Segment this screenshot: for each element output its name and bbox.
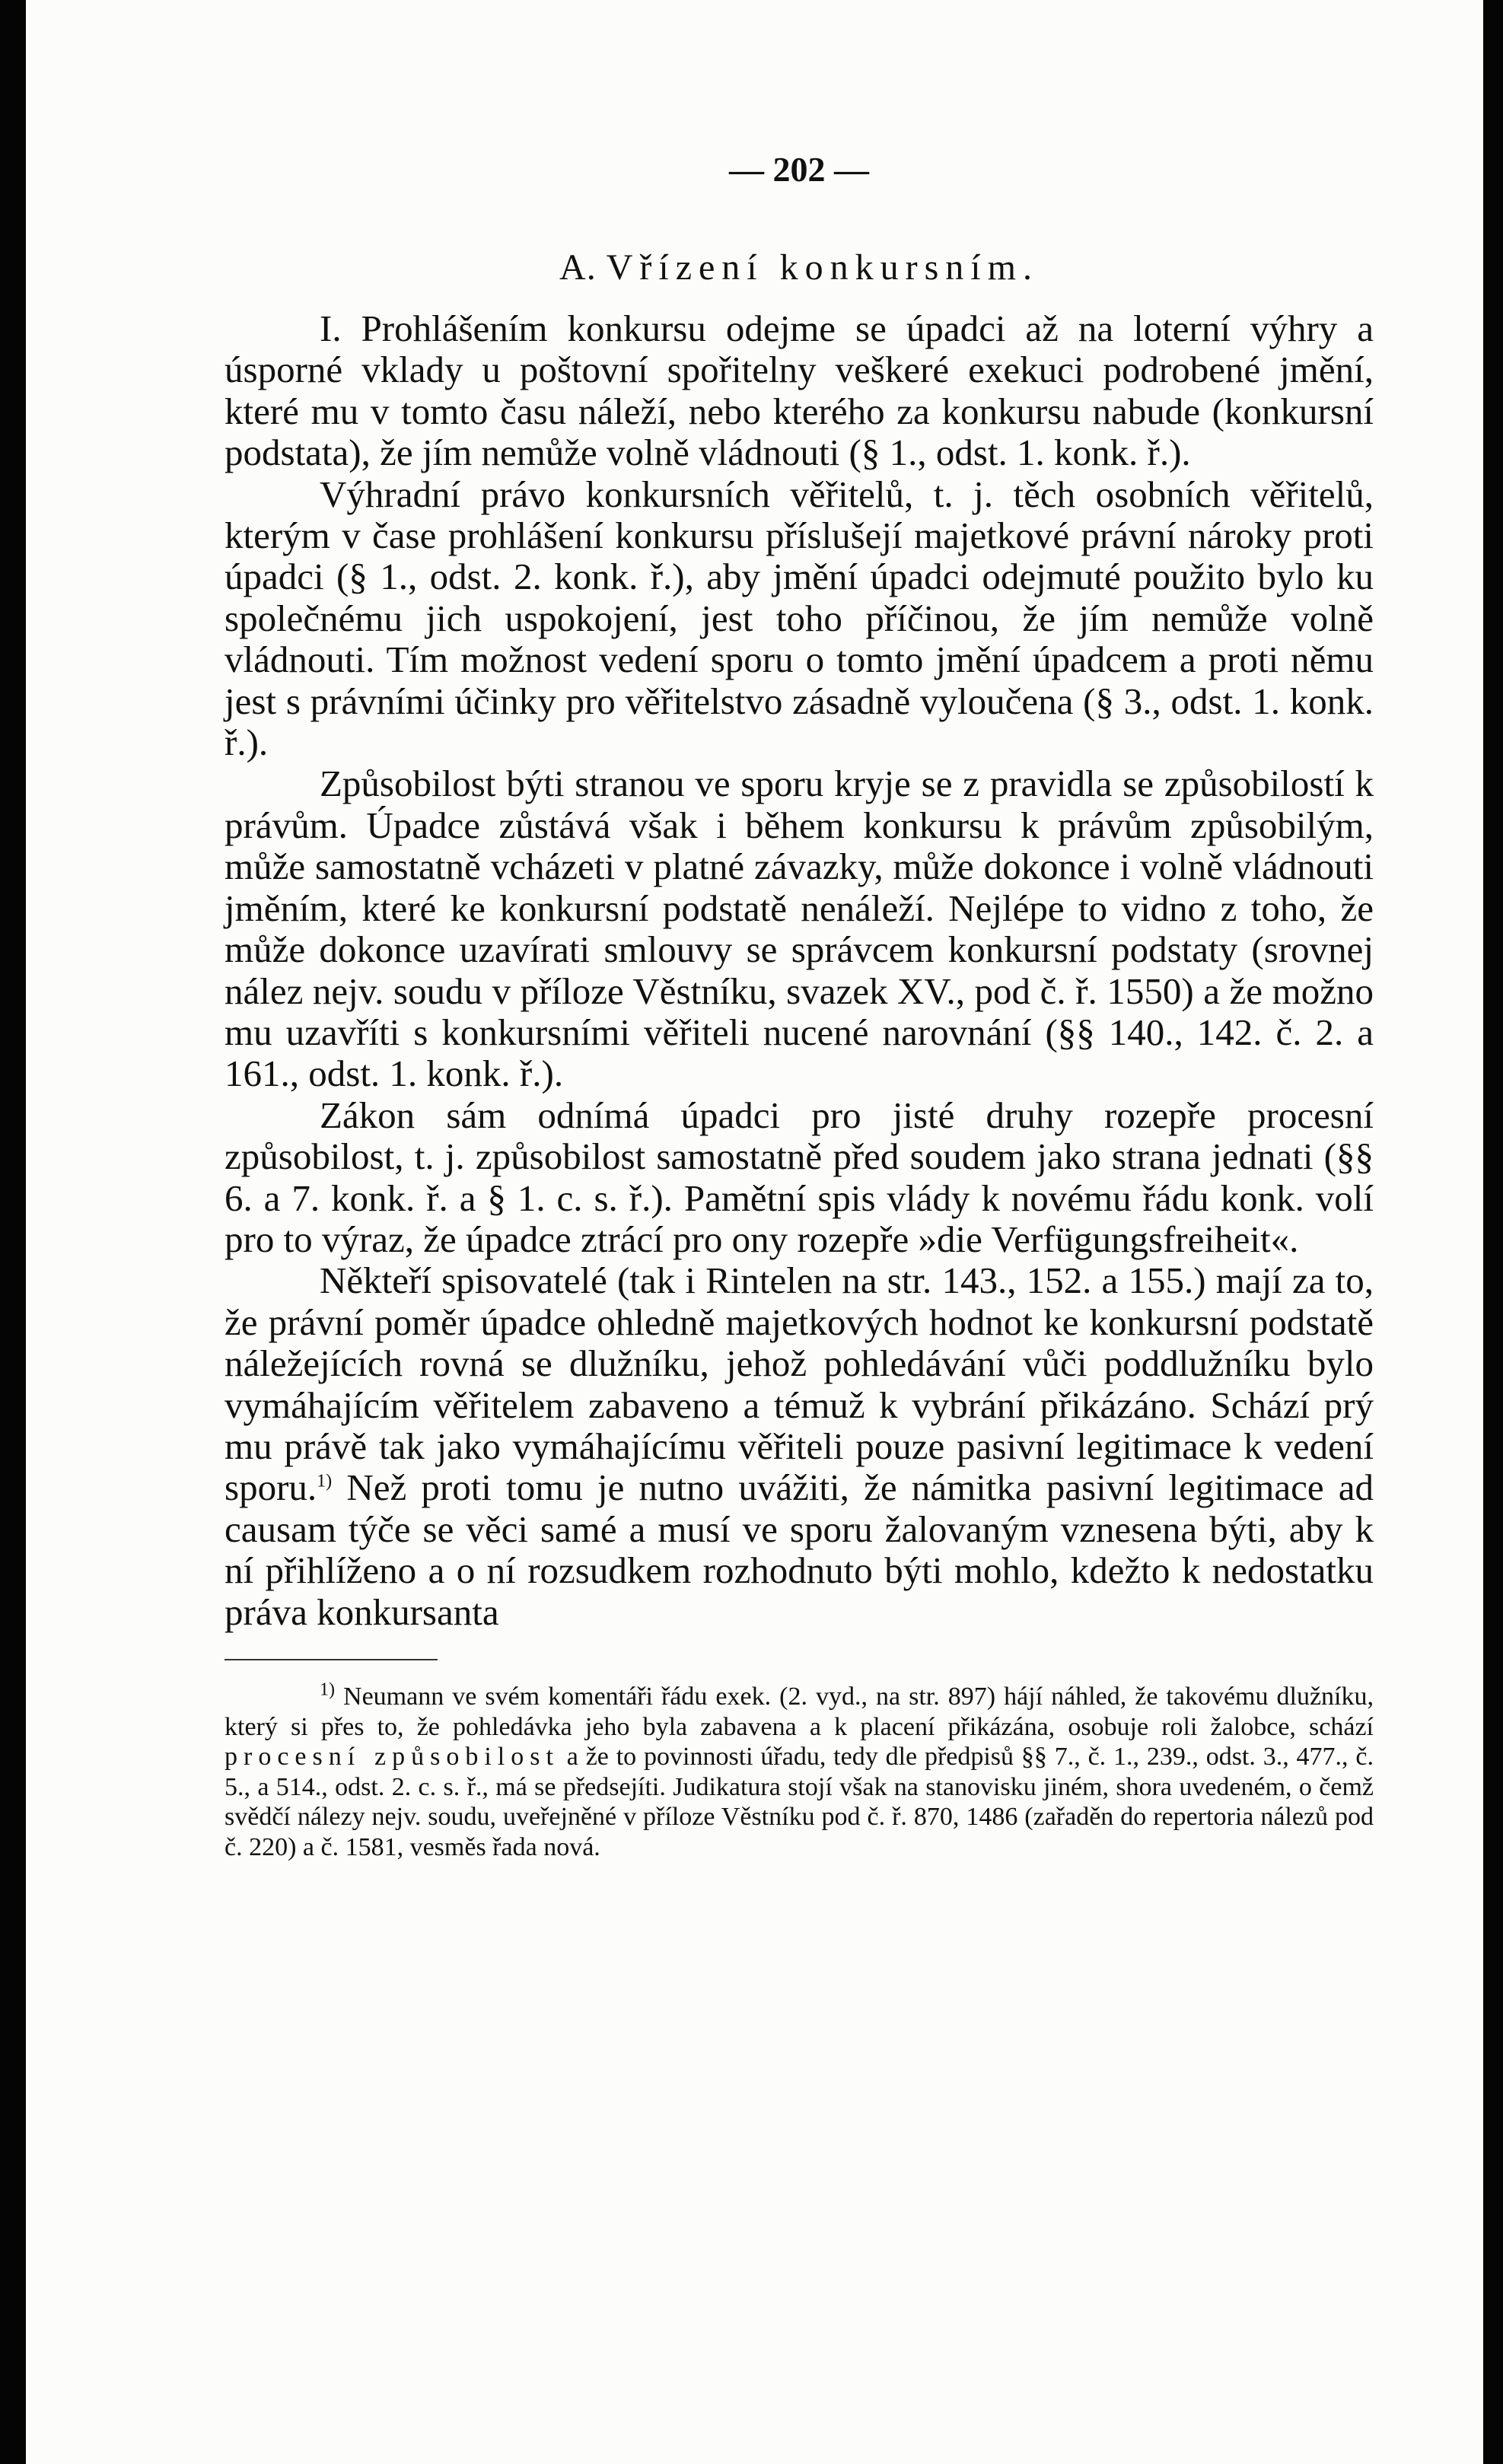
paragraph-3: Způsobilost býti stranou ve sporu kryje se z pravidla se způsobilostí k právům. Úpadce zůstává však i během konkursu k právům způsobilým, může samostatně vcházeti v platné závazky, může dokonce i volně vládnouti jměním, které ke konkursní podstatě nenáleží. Nejlépe to vidno z toho, že může dokonce uzavírati smlouvy se správcem konkursní podstaty (srovnej nález nejv. soudu v příloze Věstníku, svazek XV., pod č. ř. 1550) a že možno mu uzavříti s konkursními věřiteli nucené narovnání (§§ 140., 142. č. 2. a 161., odst. 1. konk. ř.). [224,762,1374,1095]
footnote-marker: 1) [320,1679,335,1700]
footnote-text-1: Neumann ve svém komentáři řádu exek. (2. vyd., na str. 897) hájí náhled, že takovému dlužníku, který si přes to, že pohledávka jeho byla zabavena a k placení přikázána, osobuje roli žalobce, schází [224,1682,1374,1741]
scan-edge-right [1483,0,1503,2464]
footnote-divider [224,1659,438,1660]
section-heading [224,246,1374,290]
section-title: Vřízení konkursním. [606,247,1039,288]
text-block [224,148,1374,1863]
footnote-text-2: a že to povinnosti úřadu, tedy dle předpisů §§ 7., č. 1., 239., odst. 3., 477., č. 5., a 514., odst. 2. c. s. ř., má se předsejíti. Judikatura stojí však na stanovisku jiném, shora uvedeném, o čemž svědčí nálezy nejv. soudu, uveřejněné v příloze Věstníku pod č. ř. 870, 1486 (zařaděn do repertoria nálezů pod č. 220) a č. 1581, vesměs řada nová. [224,1743,1374,1861]
paragraph-2: Výhradní právo konkursních věřitelů, t. j. těch osobních věřitelů, kterým v čase prohlášení konkursu příslušejí majetkové právní nároky proti úpadci (§ 1., odst. 2. konk. ř.), aby jmění úpadci odejmuté použito bylo ku společnému jich uspokojení, jest toho příčinou, že jím nemůže volně vládnouti. Tím možnost vedení sporu o tomto jmění úpadcem a proti němu jest s právními účinky pro věřitelstvo zásadně vyloučena (§ 3., odst. 1. konk. ř.). [224,473,1374,764]
section-letter: A. [559,247,597,288]
paragraph-5-text: Někteří spisovatelé (tak i Rintelen na str. 143., 152. a 155.) mají za to, že právní poměr úpadce ohledně majetkových hodnot ke konkursní podstatě náležejících rovná se dlužníku, jehož pohledávání vůči poddlužníku bylo vymáhajícím věřitelem zabaveno a témuž k vybrání přikázáno. Schází prý mu právě tak jako vymáhajícímu věřiteli pouze pasivní legitimace k vedení sporu. [224,1259,1374,1509]
scan-edge-left [0,0,26,2464]
paragraph-5-tail: Než proti tomu je nutno uvážiti, že námitka pasivní legitimace ad causam týče se věci samé a musí ve sporu žalovaným vznesena býti, aby k ní přihlíženo a o ní rozsudkem rozhodnuto býti mohlo, kdežto k nedostatku práva konkursanta [224,1466,1374,1633]
paragraph-5 [224,1260,1374,1633]
footnote [224,1679,1374,1863]
footnote-reference: 1) [317,1472,333,1492]
page-number: — 202 — [729,150,869,189]
paragraph-1: I. Prohlášením konkursu odejme se úpadci až na loterní výhry a úsporné vklady u poštovní spořitelny veškeré exekuci podrobené jmění, které mu v tomto času náleží, nebo kterého za konkursu nabude (konkursní podstata), že jím nemůže volně vládnouti (§ 1., odst. 1. konk. ř.). [224,307,1374,474]
paragraph-4: Zákon sám odnímá úpadci pro jisté druhy rozepře procesní způsobilost, t. j. způsobilost samostatně před soudem jako strana jednati (§§ 6. a 7. konk. ř. a § 1. c. s. ř.). Pamětní spis vlády k novému řádu konk. volí pro to výraz, že úpadce ztrácí pro ony rozepře »die Verfügungsfreiheit«. [224,1094,1374,1260]
footnote-spaced-term: procesní způsobilost [224,1743,559,1772]
